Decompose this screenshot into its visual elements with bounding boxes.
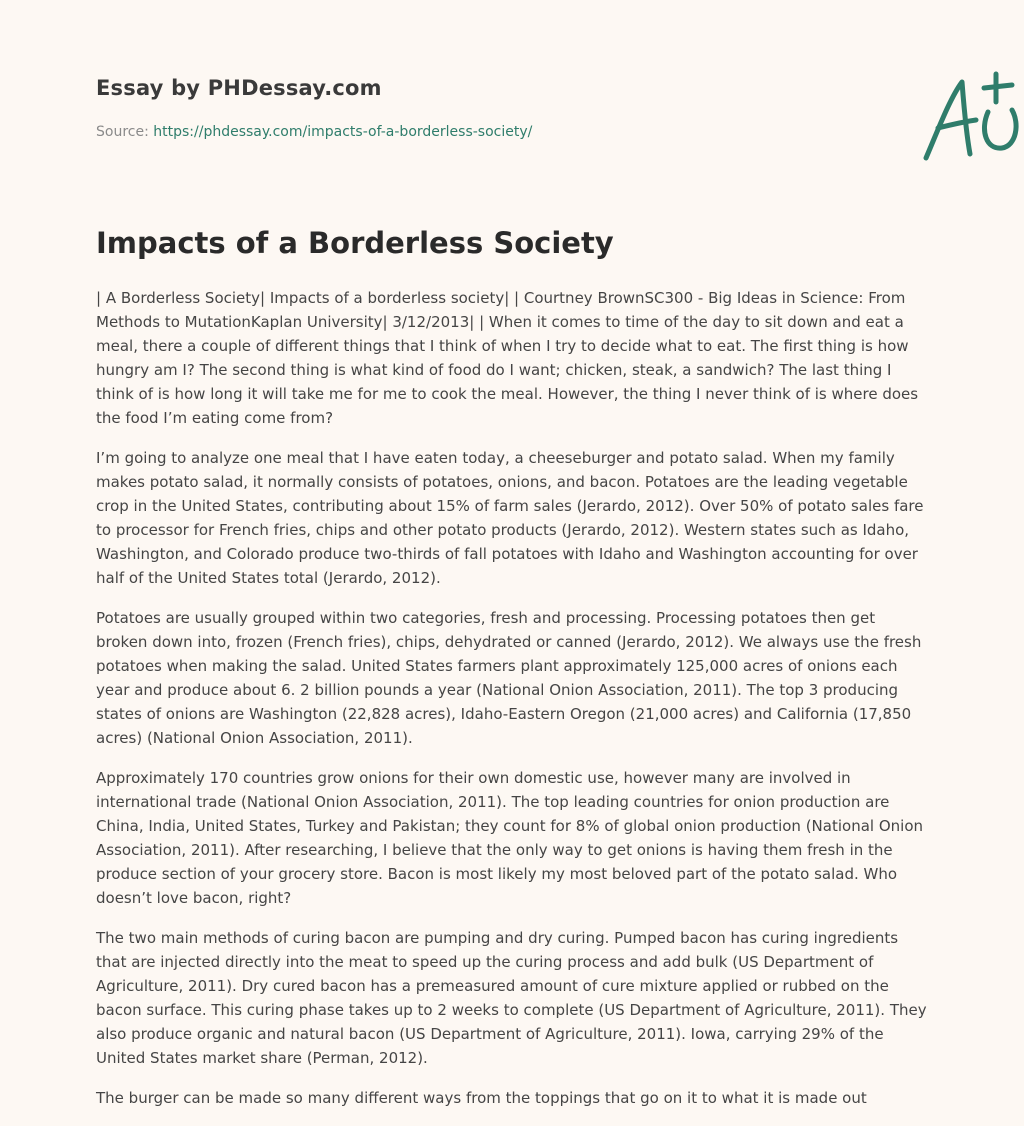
a-plus-grade-icon	[916, 68, 1024, 166]
essay-title: Impacts of a Borderless Society	[96, 226, 614, 260]
essay-paragraph: The burger can be made so many different ways from the toppings that go on it to what it is made out	[96, 1089, 867, 1107]
source-link[interactable]: https://phdessay.com/impacts-of-a-borderless-society/	[153, 124, 533, 140]
source-line	[96, 124, 532, 140]
essay-paragraph: | A Borderless Society| Impacts of a borderless society| | Courtney BrownSC300 - Big Ideas in Science: From Methods to MutationKaplan University| 3/12/2013| | When it comes to time of the day to sit down and eat a meal, there a couple of different things that I think of when I try to decide what to eat. The first thing is how hungry am I? The second thing is what kind of food do I want; chicken, steak, a sandwich? The last thing I think of is how long it will take me for me to cook the meal. However, the thing I never think of is where does the food I’m eating come from?	[96, 289, 919, 427]
essay-paragraph: I’m going to analyze one meal that I have eaten today, a cheeseburger and potato salad. When my family makes potato salad, it normally consists of potatoes, onions, and bacon. Potatoes are the leading vegetable crop in the United States, contributing about 15% of farm sales (Jerardo, 2012). Over 50% of potato sales fare to processor for French fries, chips and other potato products (Jerardo, 2012). Western states such as Idaho, Washington, and Colorado produce two-thirds of fall potatoes with Idaho and Washington accounting for over half of the United States total (Jerardo, 2012).	[96, 449, 924, 587]
essay-paragraph: The two main methods of curing bacon are pumping and dry curing. Pumped bacon has curing ingredients that are injected directly into the meat to speed up the curing process and add bulk (US Department of Agriculture, 2011). Dry cured bacon has a premeasured amount of cure mixture applied or rubbed on the bacon surface. This curing phase takes up to 2 weeks to complete (US Department of Agriculture, 2011). They also produce organic and natural bacon (US Department of Agriculture, 2011). Iowa, carrying 29% of the United States market share (Perman, 2012).	[96, 929, 927, 1067]
essay-paragraph: Potatoes are usually grouped within two categories, fresh and processing. Processing potatoes then get broken down into, frozen (French fries), chips, dehydrated or canned (Jerardo, 2012). We always use the fresh potatoes when making the salad. United States farmers plant approximately 125,000 acres of onions each year and produce about 6. 2 billion pounds a year (National Onion Association, 2011). The top 3 producing states of onions are Washington (22,828 acres), Idaho-Eastern Oregon (21,000 acres) and California (17,850 acres) (National Onion Association, 2011).	[96, 609, 922, 747]
site-title: Essay by PHDessay.com	[96, 76, 382, 100]
essay-paragraph: Approximately 170 countries grow onions for their own domestic use, however many are involved in international trade (National Onion Association, 2011). The top leading countries for onion production are China, India, United States, Turkey and Pakistan; they count for 8% of global onion production (National Onion Association, 2011). After researching, I believe that the only way to get onions is having them fresh in the produce section of your grocery store. Bacon is most likely my most beloved part of the potato salad. Who doesn’t love bacon, right?	[96, 769, 923, 907]
essay-body	[96, 286, 928, 1126]
source-label: Source:	[96, 124, 149, 140]
